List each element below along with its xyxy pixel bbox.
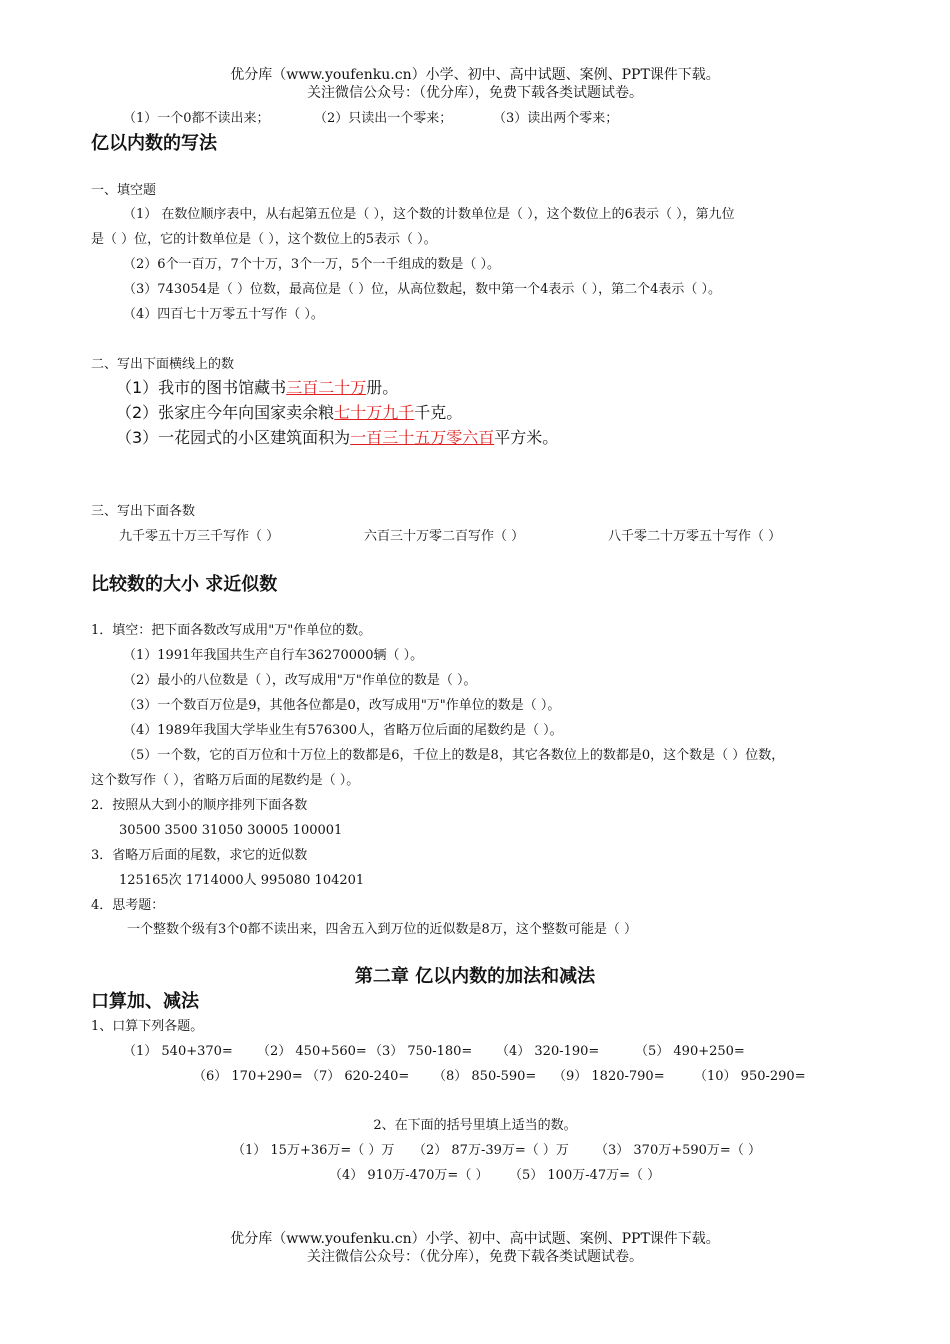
oral-calc-3: （3） 750-180= [369,1044,473,1059]
part1-q1-line1: （1） 在数位顺序表中，从右起第五位是（ ），这个数的计数单位是（ ），这个数位上的6表示（ ），第九位 [123,207,735,222]
chapter-title: 第二章 亿以内数的加法和减法 [354,966,596,987]
footer-line-1: 优分库（www.youfenku.cn）小学、初中、高中试题、案例、PPT课件下载。 [230,1231,720,1247]
part2-item-2-number: 七十万九千 [334,403,415,422]
oral-calc-2: （2） 450+560= [257,1044,367,1059]
sec2-q1-item-5: （5）一个数，它的百万位和十万位上的数都是6，千位上的数是8，其它各数位上的数都是0，这个数是（ ）位数， [123,748,785,763]
sec2-q1-item-3: （3）一个数百万位是9，其他各位都是0，改写成用"万"作单位的数是（ ）。 [123,698,561,713]
part3-heading: 三、写出下面各数 [91,504,196,519]
oral-calc-7: （7） 620-240= [306,1069,410,1084]
part2-item-3-number: 一百三十五万零六百 [350,428,495,447]
oral-calc-1: （1） 540+370= [123,1044,233,1059]
fill-blank-2: （2） 87万-39万=（ ）万 [413,1143,569,1158]
sec2-q4-text: 一个整数个级有3个0都不读出来，四舍五入到万位的近似数是8万，这个整数可能是（ ） [127,922,637,937]
part1-q4: （4）四百七十万零五十写作（ ）。 [123,307,324,322]
fill-blank-4: （4） 910万-470万=（ ） [329,1168,489,1183]
part2-heading: 二、写出下面横线上的数 [91,357,235,372]
sec2-q2-numbers: 30500 3500 31050 30005 100001 [119,823,343,838]
section-title-writing: 亿以内数的写法 [91,133,217,154]
part1-heading: 一、填空题 [91,183,157,198]
sec2-q3-heading: 3．省略万后面的尾数，求它的近似数 [91,848,308,863]
oral-calc-5: （5） 490+250= [635,1044,745,1059]
footer-line-2: 关注微信公众号：（优分库），免费下载各类试题试卷。 [307,1249,643,1265]
part3-item-3: 八千零二十万零五十写作（ ） [608,529,782,544]
header-line-2: 关注微信公众号：（优分库），免费下载各类试题试卷。 [307,85,643,101]
chapter-q2-heading: 2、在下面的括号里填上适当的数。 [373,1118,577,1133]
header-line-1: 优分库（www.youfenku.cn）小学、初中、高中试题、案例、PPT课件下载。 [230,67,720,83]
top-line-c: （3）读出两个零来； [493,111,619,126]
chapter-subtitle: 口算加、减法 [91,991,199,1012]
oral-calc-4: （4） 320-190= [496,1044,600,1059]
fill-blank-3: （3） 370万+590万=（ ） [595,1143,761,1158]
part1-q2: （2）6个一百万，7个十万，3个一万，5个一千组成的数是（ ）。 [123,257,500,272]
oral-calc-10: （10） 950-290= [694,1069,806,1084]
part2-item-3: （3）一花园式的小区建筑面积为一百三十五万零六百平方米。 [116,428,559,447]
part3-item-2: 六百三十万零二百写作（ ） [364,529,525,544]
sec2-q4-heading: 4．思考题： [91,898,165,913]
fill-blank-1: （1） 15万+36万=（ ）万 [232,1143,395,1158]
sec2-q1-item-1: （1）1991年我国共生产自行车36270000辆（ ）。 [123,648,424,663]
oral-calc-9: （9） 1820-790= [553,1069,665,1084]
part1-q1-line2: 是（ ）位，它的计数单位是（ ），这个数位上的5表示（ ）。 [91,232,437,247]
top-line-a: （1）一个0都不读出来； [123,111,270,126]
chapter-q1-heading: 1、口算下列各题。 [91,1019,204,1034]
part2-item-2: （2）张家庄今年向国家卖余粮七十万九千千克。 [116,403,463,422]
sec2-q3-numbers: 125165次 1714000人 995080 104201 [119,873,365,888]
section-title-compare: 比较数的大小 求近似数 [91,574,278,595]
oral-calc-8: （8） 850-590= [433,1069,537,1084]
fill-blank-5: （5） 100万-47万=（ ） [509,1168,661,1183]
sec2-q1-item-2: （2）最小的八位数是（ ），改写成用"万"作单位的数是（ ）。 [123,673,477,688]
sec2-q2-heading: 2．按照从大到小的顺序排列下面各数 [91,798,308,813]
part1-q3: （3）743054是（ ）位数，最高位是（ ）位，从高位数起，数中第一个4表示（ ），第二个4表示（ ）。 [123,282,721,297]
sec2-q1-heading: 1．填空：把下面各数改写成用"万"作单位的数。 [91,623,372,638]
part3-item-1: 九千零五十万三千写作（ ） [119,529,280,544]
oral-calc-6: （6） 170+290= [193,1069,303,1084]
part2-item-1: （1）我市的图书馆藏书三百二十万册。 [116,378,399,397]
part2-item-1-number: 三百二十万 [286,378,367,397]
sec2-q1-item-4: （4）1989年我国大学毕业生有576300人，省略万位后面的尾数约是（ ）。 [123,723,563,738]
sec2-q1-item-5-cont: 这个数写作（ ），省略万后面的尾数约是（ ）。 [91,773,360,788]
top-line-b: （2）只读出一个零来； [314,111,453,126]
